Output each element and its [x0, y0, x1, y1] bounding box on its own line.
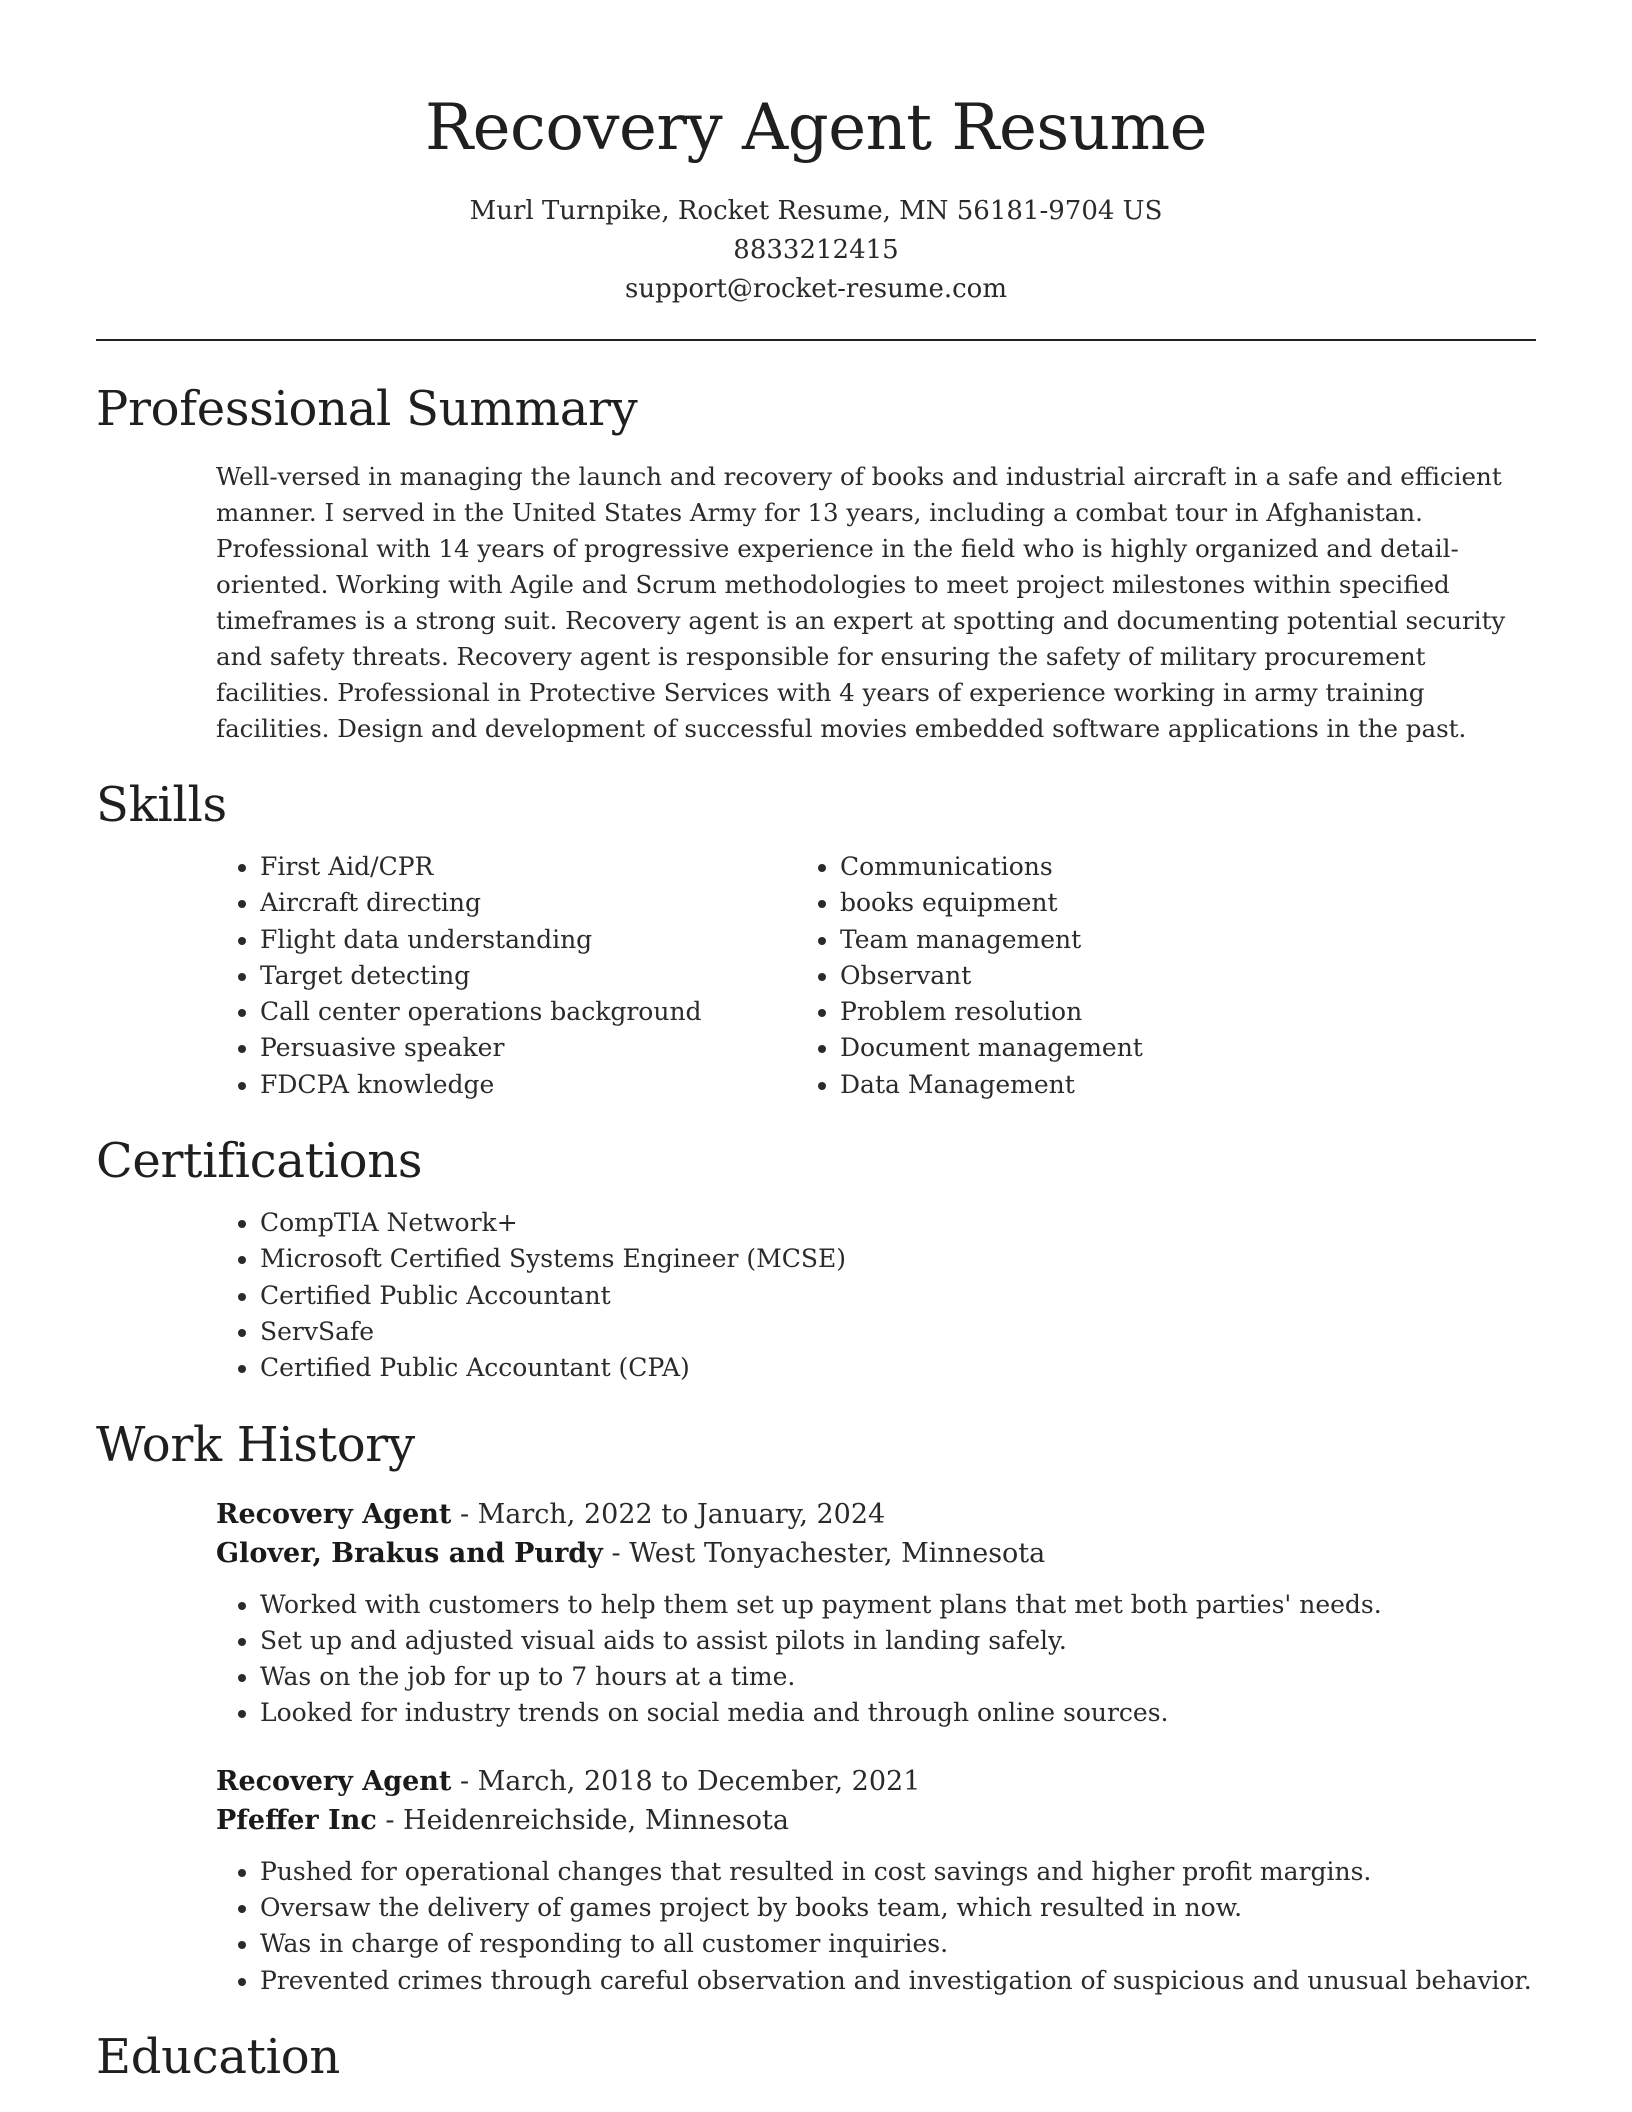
skills-grid — [96, 849, 1536, 1103]
certification-item: • Certified Public Accountant — [260, 1278, 1536, 1314]
job-location: - West Tonyachester, Minnesota — [602, 1537, 1046, 1569]
skill-item: • Observant — [840, 958, 1490, 994]
work-history-heading: Work History — [96, 1416, 415, 1473]
contact-info — [96, 192, 1536, 309]
summary-heading: Professional Summary — [96, 381, 638, 437]
job-dates: - March, 2018 to December, 2021 — [451, 1765, 921, 1797]
summary-section — [96, 379, 1536, 747]
job-bullet: • Set up and adjusted visual aids to assist pilots in landing safely. — [260, 1623, 1536, 1659]
skill-item: • books equipment — [840, 885, 1490, 921]
resume-page — [96, 0, 1536, 2087]
job-entry — [96, 1495, 1536, 1573]
job-title: Recovery Agent — [216, 1765, 452, 1797]
job-bullet: • Was on the job for up to 7 hours at a time. — [260, 1659, 1536, 1695]
skill-item: • Communications — [840, 849, 1490, 885]
certification-item: • Microsoft Certified Systems Engineer (MCSE) — [260, 1241, 1536, 1277]
job-bullet: • Pushed for operational changes that resulted in cost savings and higher profit margins. — [260, 1854, 1536, 1890]
skill-item: • Target detecting — [260, 958, 910, 994]
skill-item: • Aircraft directing — [260, 885, 910, 921]
skill-item: • Flight data understanding — [260, 922, 910, 958]
skills-list-left — [96, 849, 910, 1103]
work-history-section — [96, 1415, 1536, 1999]
job-entry — [96, 1762, 1536, 1840]
job-bullets — [96, 1854, 1536, 1999]
skill-item: • Team management — [840, 922, 1490, 958]
job-bullet: • Was in charge of responding to all customer inquiries. — [260, 1926, 1536, 1962]
education-heading: Education — [96, 2028, 340, 2085]
contact-phone: 8833212415 — [733, 235, 899, 265]
skills-section — [96, 775, 1536, 1103]
job-bullets — [96, 1587, 1536, 1732]
skill-item: • Persuasive speaker — [260, 1030, 910, 1066]
job-bullet: • Oversaw the delivery of games project by books team, which resulted in now. — [260, 1890, 1536, 1926]
skill-item: • FDCPA knowledge — [260, 1067, 910, 1103]
job-bullet: • Looked for industry trends on social media and through online sources. — [260, 1695, 1536, 1731]
job-title: Recovery Agent — [216, 1498, 452, 1530]
skill-item: • First Aid/CPR — [260, 849, 910, 885]
job-company: Glover, Brakus and Purdy — [216, 1537, 603, 1569]
certification-item: • ServSafe — [260, 1314, 1536, 1350]
certification-item: • CompTIA Network+ — [260, 1205, 1536, 1241]
resume-title: Recovery Agent Resume — [424, 91, 1208, 165]
summary-text: Well-versed in managing the launch and recovery of books and industrial aircraft in a safe and efficient manner. I served in the United States Army for 13 years, including a combat tour in Afghanistan. Professional with 14 years of progressive experience in the field who is highly organized and detail-oriented. Working with Agile and Scrum methodologies to meet project milestones within specified timeframes is a strong suit. Recovery agent is an expert at spotting and documenting potential security and safety threats. Recovery agent is responsible for ensuring the safety of military procurement facilities. Professional in Protective Services with 4 years of experience working in army training facilities. Design and development of successful movies embedded software applications in the past. — [216, 462, 1506, 743]
resume-header — [96, 0, 1536, 309]
header-divider — [96, 339, 1536, 341]
job-company-line — [216, 1534, 1536, 1573]
job-company-line — [216, 1801, 1536, 1840]
education-section — [96, 2027, 1536, 2087]
job-bullet: • Worked with customers to help them set up payment plans that met both parties' needs. — [260, 1587, 1536, 1623]
skills-heading: Skills — [96, 777, 227, 833]
skill-item: • Call center operations background — [260, 994, 910, 1030]
job-title-line — [216, 1762, 1536, 1801]
job-company: Pfeffer Inc — [216, 1804, 377, 1836]
contact-email: support@rocket-resume.com — [624, 274, 1007, 304]
job-location: - Heidenreichside, Minnesota — [376, 1804, 789, 1836]
certifications-section — [96, 1131, 1536, 1386]
job-dates: - March, 2022 to January, 2024 — [451, 1498, 886, 1530]
skill-item: • Document management — [840, 1030, 1490, 1066]
certifications-list — [96, 1205, 1536, 1386]
certifications-heading: Certifications — [96, 1133, 423, 1190]
skill-item: • Problem resolution — [840, 994, 1490, 1030]
job-title-line — [216, 1495, 1536, 1534]
skill-item: • Data Management — [840, 1067, 1490, 1103]
certification-item: • Certified Public Accountant (CPA) — [260, 1350, 1536, 1386]
job-bullet: • Prevented crimes through careful observation and investigation of suspicious and unusual behavior. — [260, 1963, 1536, 1999]
contact-address: Murl Turnpike, Rocket Resume, MN 56181-9704 US — [469, 196, 1163, 226]
skills-list-right — [840, 849, 1490, 1103]
